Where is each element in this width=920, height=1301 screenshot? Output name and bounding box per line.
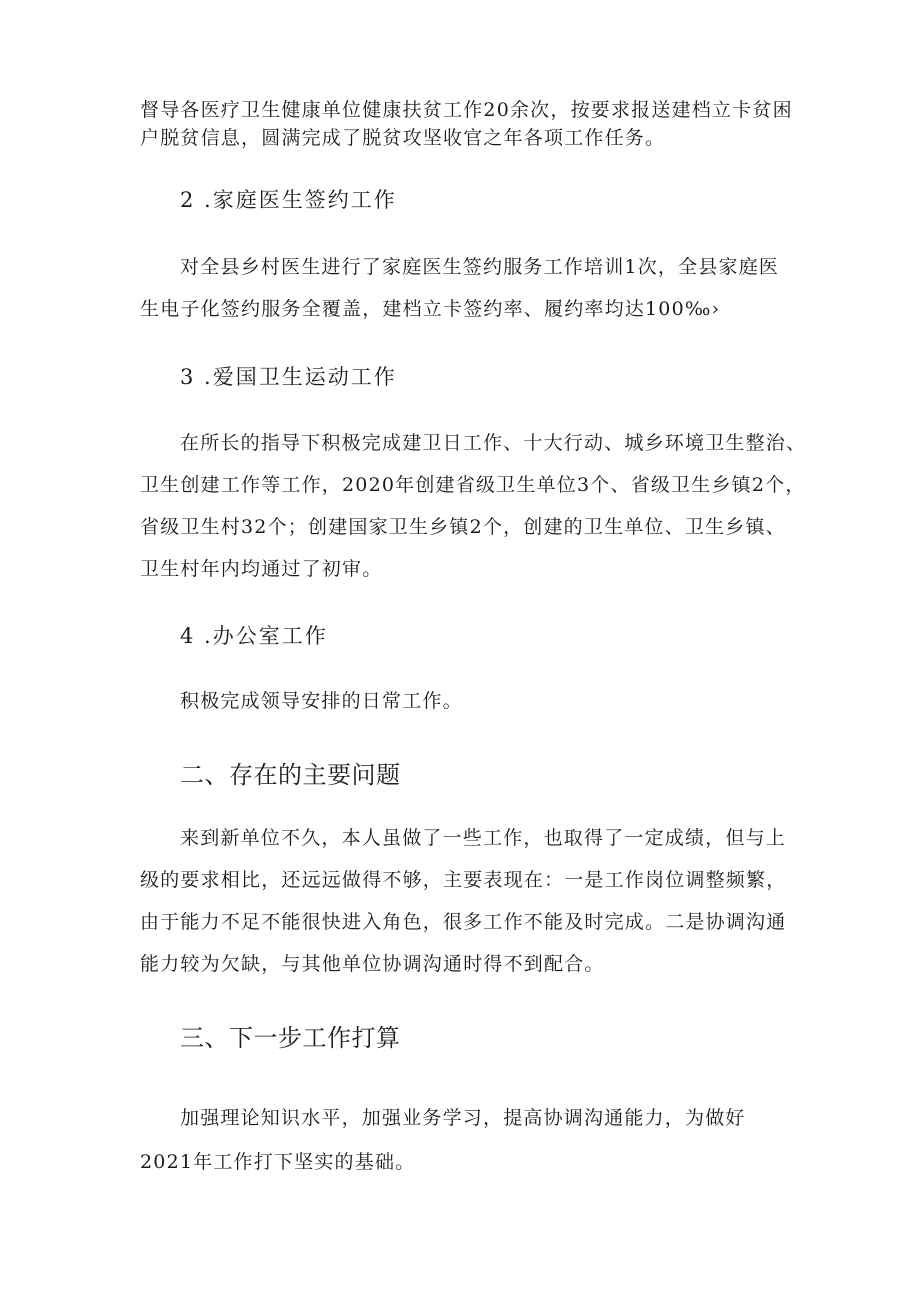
- patriotic-health-line-2: 卫生创建工作等工作，2020年创建省级卫生单位3个、省级卫生乡镇2个，: [140, 474, 806, 496]
- next-plan-line-1: 加强理论知识水平，加强业务学习，提高协调沟通能力，为做好: [180, 1107, 746, 1129]
- intro-line-1: 督导各医疗卫生健康单位健康扶贫工作20余次，按要求报送建档立卡贫困: [140, 99, 793, 121]
- section-heading-office-work: 4 .办公室工作: [180, 624, 328, 648]
- family-doctor-line-2: 生电子化签约服务全覆盖，建档立卡签约率、履约率均达100‰›: [140, 298, 721, 320]
- patriotic-health-line-4: 卫生村年内均通过了初审。: [140, 558, 383, 580]
- office-work-line-1: 积极完成领导安排的日常工作。: [180, 690, 463, 712]
- problems-line-3: 由于能力不足不能很快进入角色，很多工作不能及时完成。二是协调沟通: [140, 911, 787, 933]
- section-heading-family-doctor: 2 .家庭医生签约工作: [180, 188, 397, 212]
- family-doctor-line-1: 对全县乡村医生进行了家庭医生签约服务工作培训1次，全县家庭医: [180, 256, 780, 278]
- patriotic-health-line-3: 省级卫生村32个；创建国家卫生乡镇2个，创建的卫生单位、卫生乡镇、: [140, 516, 786, 538]
- next-plan-line-2: 2021年工作打下坚实的基础。: [140, 1151, 416, 1173]
- problems-line-1: 来到新单位不久，本人虽做了一些工作，也取得了一定成绩，但与上: [180, 827, 787, 849]
- heading-next-plan: 三、下一步工作打算: [180, 1024, 401, 1052]
- patriotic-health-line-1: 在所长的指导下积极完成建卫日工作、十大行动、城乡环境卫生整治、: [180, 432, 807, 454]
- section-heading-patriotic-health: 3 .爱国卫生运动工作: [180, 365, 397, 389]
- intro-line-2: 户脱贫信息，圆满完成了脱贫攻坚收官之年各项工作任务。: [140, 127, 666, 149]
- heading-main-problems: 二、存在的主要问题: [180, 761, 401, 789]
- problems-line-2: 级的要求相比，还远远做得不够，主要表现在：一是工作岗位调整频繁，: [140, 869, 787, 891]
- problems-line-4: 能力较为欠缺，与其他单位协调沟通时得不到配合。: [140, 953, 605, 975]
